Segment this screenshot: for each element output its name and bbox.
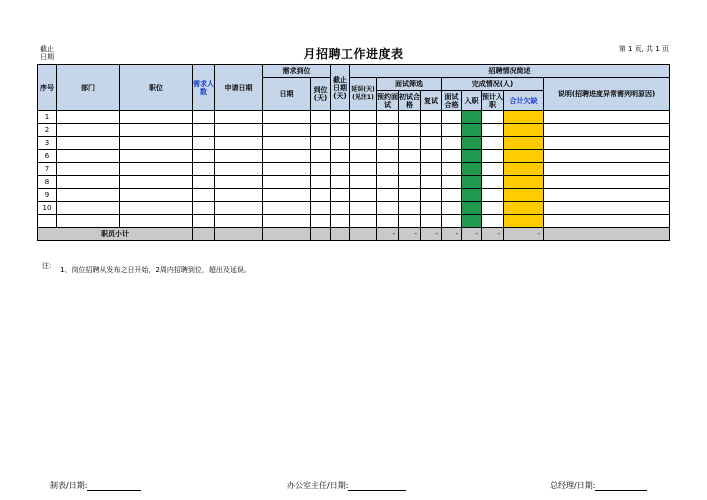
table-cell[interactable] xyxy=(215,189,263,202)
table-row xyxy=(38,150,670,163)
table-row xyxy=(38,163,670,176)
table-cell[interactable] xyxy=(482,163,504,176)
table-cell[interactable] xyxy=(504,150,544,163)
table-cell[interactable] xyxy=(311,150,331,163)
table-cell[interactable] xyxy=(421,163,442,176)
subtotal-value: - xyxy=(421,228,442,241)
table-cell[interactable] xyxy=(263,150,311,163)
subtotal-cell xyxy=(311,228,331,241)
subtotal-cell xyxy=(331,228,350,241)
header-cutoff-days: 截止日期(天) xyxy=(331,65,350,111)
row-number: 9 xyxy=(38,189,57,202)
table-cell[interactable] xyxy=(462,189,482,202)
header-department: 部门 xyxy=(57,65,120,111)
table-cell[interactable] xyxy=(263,124,311,137)
table-cell[interactable] xyxy=(120,215,193,228)
table-cell[interactable] xyxy=(482,189,504,202)
table-cell[interactable] xyxy=(421,189,442,202)
row-number: 8 xyxy=(38,176,57,189)
header-completion: 完成情况(人) xyxy=(442,78,544,91)
header-total-shortage: 合计欠缺 xyxy=(504,91,544,111)
table-cell[interactable] xyxy=(442,189,462,202)
table-cell[interactable] xyxy=(193,189,215,202)
table-cell[interactable] xyxy=(331,215,350,228)
table-cell[interactable] xyxy=(263,176,311,189)
table-cell[interactable] xyxy=(331,137,350,150)
footer-general-manager-label: 总经理/日期: xyxy=(550,481,596,490)
table-cell[interactable] xyxy=(350,202,377,215)
table-cell[interactable] xyxy=(120,176,193,189)
header-demand-count: 需求人数 xyxy=(193,65,215,111)
table-cell[interactable] xyxy=(544,150,670,163)
table-cell[interactable] xyxy=(504,189,544,202)
table-cell[interactable] xyxy=(399,202,421,215)
table-cell[interactable] xyxy=(377,163,399,176)
table-cell[interactable] xyxy=(311,215,331,228)
table-cell[interactable] xyxy=(399,150,421,163)
table-cell[interactable] xyxy=(350,163,377,176)
table-cell[interactable] xyxy=(482,176,504,189)
subtotal-value: - xyxy=(504,228,544,241)
note-mark: 注: xyxy=(42,262,52,270)
table-cell[interactable] xyxy=(504,215,544,228)
document-title: 月招聘工作进度表 xyxy=(303,47,404,61)
table-cell[interactable] xyxy=(215,150,263,163)
table-cell[interactable] xyxy=(544,124,670,137)
table-cell[interactable] xyxy=(442,163,462,176)
row-number: 10 xyxy=(38,202,57,215)
table-cell[interactable] xyxy=(421,124,442,137)
table-cell[interactable] xyxy=(544,215,670,228)
table-row xyxy=(38,124,670,137)
table-cell[interactable] xyxy=(421,150,442,163)
table-cell[interactable] xyxy=(462,176,482,189)
table-cell[interactable] xyxy=(263,215,311,228)
table-cell[interactable] xyxy=(311,163,331,176)
header-delay: 延误(天)(见注1) xyxy=(350,78,377,111)
header-scheduled-interview: 预约面试 xyxy=(377,92,398,109)
table-cell[interactable] xyxy=(120,111,193,124)
table-cell[interactable] xyxy=(421,111,442,124)
table-cell[interactable] xyxy=(482,124,504,137)
header-interview-screen: 面试筛选 xyxy=(377,78,442,91)
table-cell[interactable] xyxy=(377,176,399,189)
subtotal-label: 职员小计 xyxy=(38,228,193,241)
header-interview-pass: 面试合格 xyxy=(442,91,462,111)
table-cell[interactable] xyxy=(57,215,120,228)
table-cell[interactable] xyxy=(544,189,670,202)
table-cell[interactable] xyxy=(331,111,350,124)
row-number xyxy=(38,215,57,228)
footer-prepared-line xyxy=(87,481,141,491)
table-cell[interactable] xyxy=(399,163,421,176)
table-cell[interactable] xyxy=(57,124,120,137)
table-cell[interactable] xyxy=(120,150,193,163)
table-row xyxy=(38,202,670,215)
table-row xyxy=(38,137,670,150)
table-cell[interactable] xyxy=(482,202,504,215)
table-cell[interactable] xyxy=(215,137,263,150)
table-cell[interactable] xyxy=(193,111,215,124)
table-cell[interactable] xyxy=(57,176,120,189)
table-cell[interactable] xyxy=(504,202,544,215)
table-cell[interactable] xyxy=(215,124,263,137)
table-cell[interactable] xyxy=(57,189,120,202)
row-number: 7 xyxy=(38,163,57,176)
table-cell[interactable] xyxy=(350,137,377,150)
table-cell[interactable] xyxy=(421,176,442,189)
table-cell[interactable] xyxy=(57,150,120,163)
table-cell[interactable] xyxy=(504,111,544,124)
table-cell[interactable] xyxy=(442,137,462,150)
table-cell[interactable] xyxy=(442,202,462,215)
table-cell[interactable] xyxy=(462,137,482,150)
header-expected-onboard: 预计入职 xyxy=(482,92,503,109)
table-cell[interactable] xyxy=(57,202,120,215)
table-cell[interactable] xyxy=(544,202,670,215)
page-number: 第 1 页, 共 1 页 xyxy=(618,45,669,53)
table-cell[interactable] xyxy=(442,111,462,124)
footer-prepared xyxy=(50,480,141,491)
table-cell[interactable] xyxy=(120,189,193,202)
header-position: 职位 xyxy=(120,65,193,111)
table-cell[interactable] xyxy=(399,215,421,228)
table-cell[interactable] xyxy=(193,137,215,150)
table-cell[interactable] xyxy=(311,202,331,215)
table-cell[interactable] xyxy=(544,176,670,189)
table-cell[interactable] xyxy=(331,189,350,202)
table-cell[interactable] xyxy=(399,137,421,150)
header-demand-arrival: 需求到位 xyxy=(263,65,331,78)
table-cell[interactable] xyxy=(193,163,215,176)
table-cell[interactable] xyxy=(544,137,670,150)
table-cell[interactable] xyxy=(462,202,482,215)
table-cell[interactable] xyxy=(462,124,482,137)
table-cell[interactable] xyxy=(421,202,442,215)
table-cell[interactable] xyxy=(462,163,482,176)
subtotal-cell xyxy=(544,228,670,241)
subtotal-cell xyxy=(263,228,311,241)
subtotal-cell xyxy=(350,228,377,241)
table-cell[interactable] xyxy=(263,202,311,215)
table-cell[interactable] xyxy=(442,176,462,189)
subtotal-row xyxy=(38,228,670,241)
footer-office-director-label: 办公室主任/日期: xyxy=(287,481,349,490)
subtotal-cell xyxy=(215,228,263,241)
table-cell[interactable] xyxy=(377,111,399,124)
table-cell[interactable] xyxy=(120,137,193,150)
table-cell[interactable] xyxy=(482,111,504,124)
cutoff-label-line-2: 日期 xyxy=(40,53,54,61)
table-cell[interactable] xyxy=(399,176,421,189)
row-number: 6 xyxy=(38,150,57,163)
table-cell[interactable] xyxy=(442,124,462,137)
subtotal-value: - xyxy=(482,228,504,241)
table-cell[interactable] xyxy=(331,124,350,137)
table-cell[interactable] xyxy=(399,189,421,202)
table-cell[interactable] xyxy=(331,202,350,215)
table-cell[interactable] xyxy=(377,137,399,150)
subtotal-cell xyxy=(193,228,215,241)
table-row xyxy=(38,189,670,202)
table-cell[interactable] xyxy=(215,176,263,189)
table-cell[interactable] xyxy=(193,150,215,163)
table-cell[interactable] xyxy=(377,202,399,215)
table-cell[interactable] xyxy=(482,137,504,150)
subtotal-value: - xyxy=(442,228,462,241)
header-arrival-days: 到位(天) xyxy=(311,78,331,111)
table-cell[interactable] xyxy=(504,163,544,176)
table-cell[interactable] xyxy=(215,202,263,215)
table-cell[interactable] xyxy=(421,137,442,150)
table-cell[interactable] xyxy=(215,163,263,176)
table-cell[interactable] xyxy=(311,111,331,124)
cutoff-label-line-1: 截止 xyxy=(40,45,54,53)
table-cell[interactable] xyxy=(462,215,482,228)
table-cell[interactable] xyxy=(350,124,377,137)
table-cell[interactable] xyxy=(120,163,193,176)
table-cell[interactable] xyxy=(544,111,670,124)
table-cell[interactable] xyxy=(399,124,421,137)
table-cell[interactable] xyxy=(57,163,120,176)
table-cell[interactable] xyxy=(57,111,120,124)
table-cell[interactable] xyxy=(442,150,462,163)
table-cell[interactable] xyxy=(311,189,331,202)
table-row xyxy=(38,176,670,189)
table-cell[interactable] xyxy=(215,215,263,228)
table-cell[interactable] xyxy=(193,176,215,189)
table-row xyxy=(38,111,670,124)
footer-general-manager xyxy=(550,480,647,491)
table-cell[interactable] xyxy=(193,215,215,228)
table-cell[interactable] xyxy=(331,150,350,163)
table-cell[interactable] xyxy=(421,215,442,228)
table-cell[interactable] xyxy=(350,176,377,189)
note-text: 1、岗位招聘从发布之日开始，2周内招聘到位，超出及延误。 xyxy=(60,266,251,274)
table-cell[interactable] xyxy=(482,215,504,228)
header-remarks: 说明(招聘进度异常需列明原因) xyxy=(544,78,670,111)
table-cell[interactable] xyxy=(311,176,331,189)
footer-office-director-line xyxy=(348,481,406,491)
table-cell[interactable] xyxy=(504,124,544,137)
footer-prepared-label: 制表/日期: xyxy=(50,481,88,490)
header-first-interview-pass: 初试合格 xyxy=(399,92,420,109)
table-cell[interactable] xyxy=(350,189,377,202)
header-second-interview: 复试 xyxy=(421,91,442,111)
table-cell[interactable] xyxy=(331,163,350,176)
table-cell[interactable] xyxy=(442,215,462,228)
row-number: 3 xyxy=(38,137,57,150)
table-cell[interactable] xyxy=(377,124,399,137)
table-cell[interactable] xyxy=(331,176,350,189)
table-cell[interactable] xyxy=(263,111,311,124)
table-cell[interactable] xyxy=(193,202,215,215)
table-cell[interactable] xyxy=(377,215,399,228)
header-onboard: 入职 xyxy=(462,91,482,111)
header-recruit-summary: 招聘情况简述 xyxy=(350,65,670,78)
header-apply-date: 申请日期 xyxy=(215,65,263,111)
table-cell[interactable] xyxy=(311,124,331,137)
row-number: 2 xyxy=(38,124,57,137)
table-cell[interactable] xyxy=(482,150,504,163)
table-cell[interactable] xyxy=(504,176,544,189)
footer-general-manager-line xyxy=(595,481,647,491)
table-cell[interactable] xyxy=(462,111,482,124)
header-seq: 序号 xyxy=(38,65,57,111)
table-cell[interactable] xyxy=(544,163,670,176)
table-cell[interactable] xyxy=(263,137,311,150)
table-cell[interactable] xyxy=(263,163,311,176)
table-row xyxy=(38,215,670,228)
table-cell[interactable] xyxy=(57,137,120,150)
header-date: 日期 xyxy=(263,78,311,111)
table-cell[interactable] xyxy=(193,124,215,137)
table-cell[interactable] xyxy=(120,202,193,215)
table-cell[interactable] xyxy=(504,137,544,150)
table-cell[interactable] xyxy=(377,150,399,163)
table-cell[interactable] xyxy=(350,111,377,124)
subtotal-value: - xyxy=(462,228,482,241)
recruitment-progress-table xyxy=(37,64,670,241)
table-cell[interactable] xyxy=(350,150,377,163)
row-number: 1 xyxy=(38,111,57,124)
table-cell[interactable] xyxy=(215,111,263,124)
table-cell[interactable] xyxy=(399,111,421,124)
subtotal-value: - xyxy=(377,228,399,241)
table-cell[interactable] xyxy=(311,137,331,150)
table-cell[interactable] xyxy=(377,189,399,202)
table-cell[interactable] xyxy=(350,215,377,228)
table-cell[interactable] xyxy=(462,150,482,163)
table-cell[interactable] xyxy=(263,189,311,202)
footer-office-director xyxy=(287,480,406,491)
table-cell[interactable] xyxy=(120,124,193,137)
subtotal-value: - xyxy=(399,228,421,241)
